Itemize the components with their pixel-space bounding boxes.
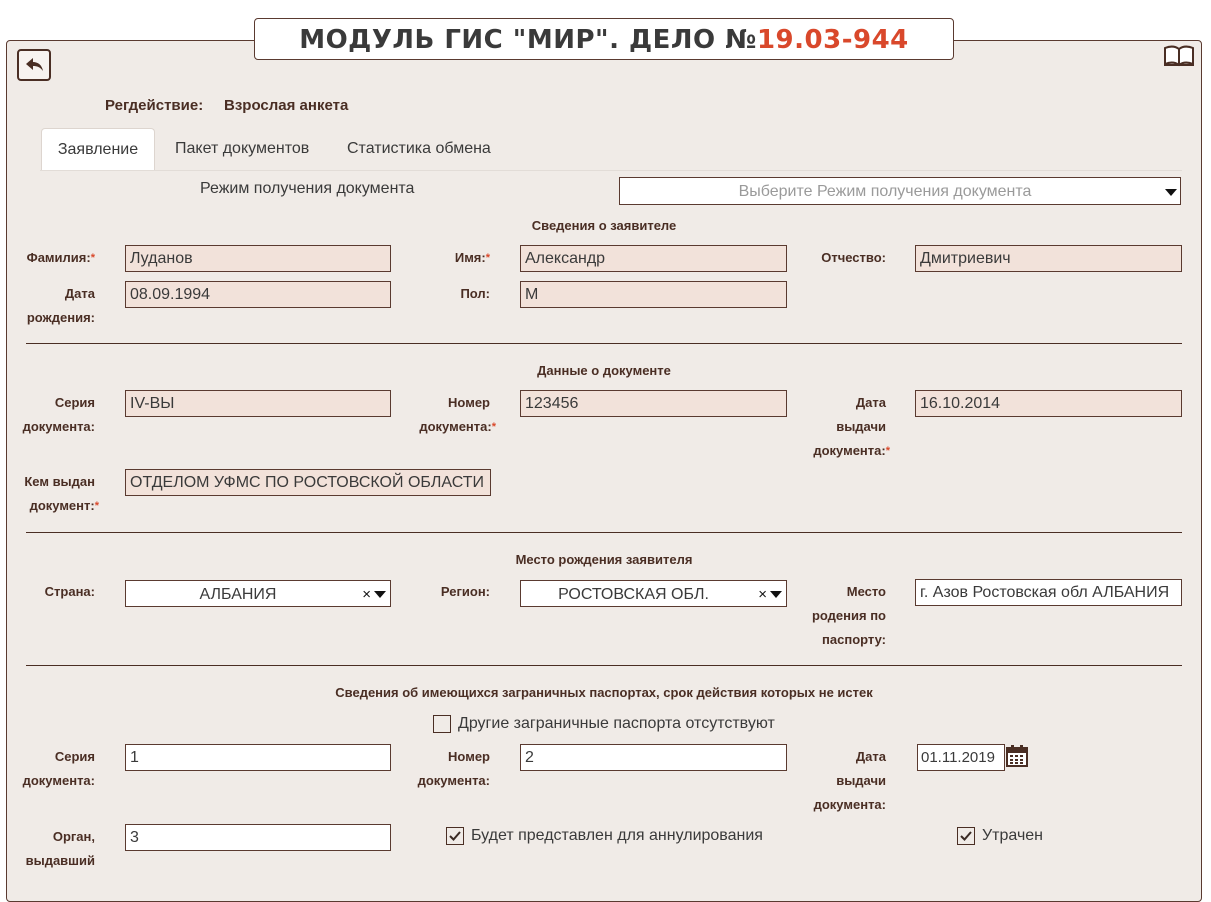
back-arrow-icon: [25, 57, 45, 73]
page-title: [254, 18, 954, 60]
tab-exchange-statistics[interactable]: Статистика обмена: [347, 140, 491, 157]
receipt-mode-select[interactable]: [619, 177, 1181, 205]
title-text: МОДУЛЬ ГИС "МИР". ДЕЛО №: [299, 25, 757, 55]
annul-label: Будет представлен для аннулирования: [471, 827, 763, 844]
doc-series-field[interactable]: IV-ВЫ: [125, 390, 391, 417]
no-other-passports-checkbox[interactable]: [433, 715, 451, 733]
tab-application[interactable]: Заявление: [41, 128, 155, 170]
name-field[interactable]: Александр: [520, 245, 787, 272]
registration-label: Регдействие:: [105, 97, 204, 114]
document-section-title: Данные о документе: [537, 363, 671, 378]
receipt-mode-placeholder: Выберите Режим получения документа: [738, 183, 1032, 200]
foreign-passports-section-title: Сведения об имеющихся заграничных паспортах, срок действия которых не истек: [335, 685, 873, 700]
surname-field[interactable]: Луданов: [125, 245, 391, 272]
country-value: АЛБАНИЯ: [199, 586, 277, 603]
region-value: РОСТОВСКАЯ ОБЛ.: [558, 586, 709, 603]
fp-series-label: Серия документа:: [22, 749, 95, 788]
fp-number-field[interactable]: 2: [520, 744, 787, 771]
lost-checkbox[interactable]: [957, 827, 975, 845]
patronymic-field[interactable]: Дмитриевич: [915, 245, 1182, 272]
book-icon[interactable]: [1163, 45, 1195, 67]
patronymic-label: Отчество:: [821, 250, 886, 265]
doc-number-label: Номер документа:*: [419, 395, 496, 434]
country-select[interactable]: [125, 580, 391, 607]
doc-issue-date-field[interactable]: 16.10.2014: [915, 390, 1182, 417]
passport-place-field[interactable]: г. Азов Ростовская обл АЛБАНИЯ: [915, 579, 1182, 606]
tab-documents-package[interactable]: Пакет документов: [175, 140, 310, 157]
fp-issue-date-field[interactable]: 01.11.2019: [917, 744, 1005, 771]
receipt-mode-label: Режим получения документа: [200, 180, 415, 197]
chevron-down-icon: [1165, 189, 1177, 196]
sex-field[interactable]: М: [520, 281, 787, 308]
divider: [26, 532, 1182, 533]
calendar-icon[interactable]: [1006, 745, 1028, 767]
applicant-section-title: Сведения о заявителе: [531, 218, 677, 233]
fp-issue-date-label: Дата выдачи документа:: [813, 749, 886, 812]
clear-region-icon[interactable]: ×: [758, 586, 767, 603]
doc-number-field[interactable]: 123456: [520, 390, 787, 417]
divider: [26, 343, 1182, 344]
registration-value: Взрослая анкета: [224, 97, 349, 114]
clear-country-icon[interactable]: ×: [362, 586, 371, 603]
birthdate-field[interactable]: 08.09.1994: [125, 281, 391, 308]
fp-authority-field[interactable]: 3: [125, 824, 391, 851]
tabs-divider: [40, 170, 1182, 171]
fp-authority-label: Орган, выдавший: [25, 829, 95, 868]
fp-series-field[interactable]: 1: [125, 744, 391, 771]
sex-label: Пол:: [460, 286, 490, 301]
name-label: Имя:*: [454, 250, 490, 265]
checkmark-icon: [959, 829, 973, 843]
passport-place-label: Место родения по паспорту:: [811, 584, 886, 647]
country-label: Страна:: [44, 584, 95, 599]
doc-issue-date-label: Дата выдачи документа:*: [813, 395, 890, 458]
no-other-passports-label: Другие заграничные паспорта отсутствуют: [458, 715, 775, 732]
divider: [26, 665, 1182, 666]
checkmark-icon: [448, 829, 462, 843]
region-label: Регион:: [440, 584, 490, 599]
surname-label: Фамилия:*: [26, 250, 95, 265]
issuer-label: Кем выдан документ:*: [24, 474, 99, 513]
case-number: 19.03-944: [756, 25, 909, 55]
lost-label: Утрачен: [982, 827, 1044, 844]
back-button[interactable]: [17, 49, 51, 81]
birthplace-section-title: Место рождения заявителя: [515, 552, 693, 567]
region-select[interactable]: [520, 580, 787, 607]
chevron-down-icon[interactable]: [374, 591, 386, 598]
fp-number-label: Номер документа:: [417, 749, 490, 788]
chevron-down-icon[interactable]: [770, 591, 782, 598]
annul-checkbox[interactable]: [446, 827, 464, 845]
issuer-field[interactable]: ОТДЕЛОМ УФМС ПО РОСТОВСКОЙ ОБЛАСТИ: [125, 469, 491, 496]
birthdate-label: Дата рождения:: [26, 286, 95, 325]
doc-series-label: Серия документа:: [22, 395, 95, 434]
